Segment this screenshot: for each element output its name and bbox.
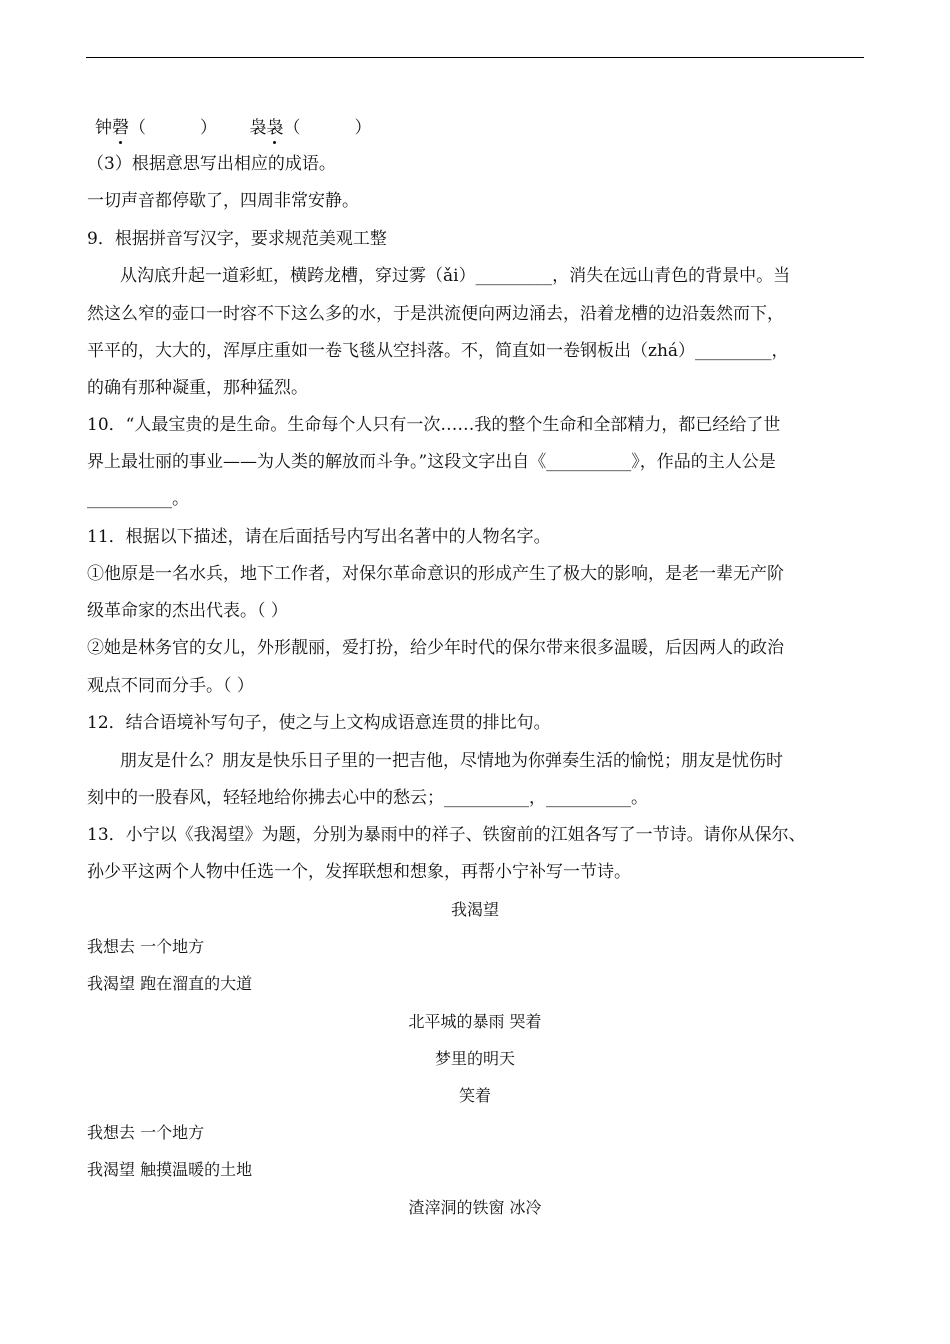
pronunciation-line: 钟磬（ ） 袅袅（ ） (95, 118, 372, 138)
q9-passage-4: 的确有那种凝重，那种猛烈。 (87, 378, 308, 398)
q13-text-1: 13．小宁以《我渴望》为题，分别为暴雨中的祥子、铁窗前的江姐各写了一节诗。请你从保尔、 (87, 825, 806, 845)
q11-item2-b: 观点不同而分手。（ ） (87, 676, 254, 696)
q11-item1-a: ①他原是一名水兵，地下工作者，对保尔革命意识的形成产生了极大的影响，是老一辈无产阶 (87, 564, 784, 584)
q10-text-1: 10．“人最宝贵的是生命。生命每个人只有一次……我的整个生命和全部精力，都已经给了世 (87, 415, 781, 435)
poem-line: 笑着 (458, 1086, 491, 1105)
q11-item2-a: ②她是林务官的女儿，外形靓丽，爱打扮，给少年时代的保尔带来很多温暖，后因两人的政治 (87, 638, 784, 658)
poem-line: 我想去 一个地方 (87, 1123, 205, 1142)
q11-title: 11．根据以下描述，请在后面括号内写出名著中的人物名字。 (87, 527, 551, 547)
header-rule (86, 57, 864, 58)
poem-line: 梦里的明天 (434, 1049, 515, 1068)
poem-line: 我渴望 跑在溜直的大道 (87, 974, 253, 993)
q8-sub3: （3）根据意思写出相应的成语。 (87, 154, 336, 174)
q9-passage-1: 从沟底升起一道彩虹，横跨龙槽，穿过雾（ǎi）_________，消失在远山青色的背景中。当 (120, 266, 791, 286)
q9-passage-3: 平平的，大大的，浑厚庄重如一卷飞毯从空抖落。不，简直如一卷钢板出（zhá）_________， (87, 341, 789, 361)
q9-title: 9．根据拼音写汉字，要求规范美观工整 (87, 229, 387, 249)
dotted-char-qing: 磬 (112, 118, 129, 138)
poem-line: 北平城的暴雨 哭着 (408, 1012, 542, 1031)
dotted-char-niao: 袅 (266, 118, 284, 138)
q8-sub3-text: 一切声音都停歇了，四周非常安静。 (87, 191, 359, 211)
q13-text-2: 孙少平这两个人物中任选一个，发挥联想和想象，再帮小宁补写一节诗。 (87, 862, 631, 882)
poem-line: 我渴望 触摸温暖的土地 (87, 1160, 253, 1179)
poem-title: 我渴望 (450, 900, 499, 919)
q12-passage-1: 朋友是什么？朋友是快乐日子里的一把吉他，尽情地为你弹奏生活的愉悦；朋友是忧伤时 (120, 751, 783, 771)
q12-passage-2: 刻中的一股春风，轻轻地给你拂去心中的愁云；__________，__________。 (87, 788, 648, 808)
q9-passage-2: 然这么窄的壶口一时容不下这么多的水，于是洪流便向两边涌去，沿着龙槽的边沿轰然而下， (87, 304, 784, 324)
poem-line: 渣滓洞的铁窗 冰冷 (408, 1198, 542, 1217)
q10-text-2: 界上最壮丽的事业——为人类的解放而斗争。”这段文字出自《__________》，作品的主人公是 (87, 452, 776, 472)
q11-item1-b: 级革命家的杰出代表。（ ） (87, 601, 288, 621)
q10-text-3: __________。 (87, 489, 189, 509)
q12-title: 12．结合语境补写句子，使之与上文构成语意连贯的排比句。 (87, 713, 551, 733)
poem-line: 我想去 一个地方 (87, 937, 205, 956)
